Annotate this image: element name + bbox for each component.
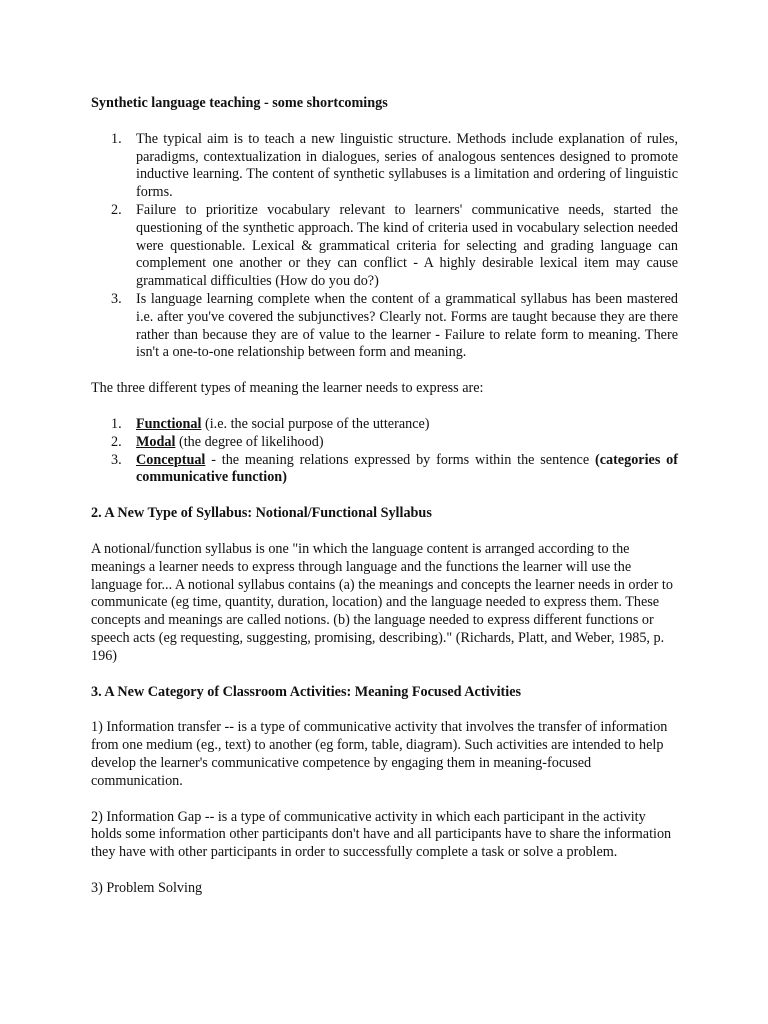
meaning-description: (i.e. the social purpose of the utterance) [201,415,430,432]
section-heading-synthetic: Synthetic language teaching - some shortcomings [91,95,388,111]
list-item [91,131,678,202]
list-item-text: Is language learning complete when the content of a grammatical syllabus has been mastered i.e. after you've covered the subjunctives? Clearly not. Forms are taught because they are there rather than because they are of value to the learner - Failure to relate form to meaning. There isn't a one-to-one relationship between form and meaning. [136,290,678,361]
information-gap-paragraph: 2) Information Gap -- is a type of communicative activity in which each participant in the activity holds some information other participants don't have and all participants have to share the information they have with other participants in order to successfully complete a task or solve a problem. [91,808,672,861]
list-number: 2. [111,433,122,450]
problem-solving-paragraph: 3) Problem Solving [91,879,203,896]
notional-paragraph: A notional/function syllabus is one "in which the language content is arranged according to the meanings a learner needs to express through language and the functions the learner will use the language for... A notional syllabus contains (a) the meanings and concepts the learner needs in order to communicate (eg time, quantity, duration, location) and the language needed to express them. These concepts and meanings are called notions. (b) the language needed to express different functions or speech acts (eg requesting, suggesting, promising, describing)." (Richards, Platt, and Weber, 1985, p. 196) [91,540,673,664]
section-heading-notional: 2. A New Type of Syllabus: Notional/Functional Syllabus [91,505,432,522]
list-number: 1. [111,130,122,147]
information-transfer-paragraph: 1) Information transfer -- is a type of communicative activity that involves the transfer of information from one medium (eg., text) to another (eg form, table, diagram). Such activities are intended to help develop the learner's communicative competence by engaging them in meaning-focused communication. [91,719,668,789]
meaning-term: Conceptual [136,451,206,468]
meaning-bold-note: (categories of communicative function) [136,451,679,486]
list-number: 3. [111,451,122,468]
shortcomings-list [91,131,678,362]
list-item [91,434,678,452]
list-item-text: The typical aim is to teach a new linguistic structure. Methods include explanation of rules, paradigms, contextualization in dialogues, series of analogous sentences designed to promote inductive learning. The content of synthetic syllabuses is a limitation and ordering of linguistic forms. [136,130,678,201]
list-number: 2. [111,201,122,218]
list-item [91,452,678,488]
document-page [91,95,678,898]
list-item-text: Failure to prioritize vocabulary relevant to learners' communicative needs, started the questioning of the synthetic approach. The kind of criteria used in vocabulary selection needed were questionable. Lexical & grammatical criteria for selecting and grading language can complement one another or they can conflict - A highly desirable lexical item may cause grammatical difficulties (How do you do?) [136,201,678,290]
meaning-types-list [91,416,678,487]
meaning-description: (the degree of likelihood) [175,433,324,450]
list-number: 3. [111,290,122,307]
section-heading-activities: 3. A New Category of Classroom Activities: Meaning Focused Activities [91,683,522,700]
list-item [91,202,678,291]
meaning-term: Functional [136,415,202,432]
list-item [91,291,678,362]
list-number: 1. [111,415,122,432]
list-item [91,416,678,434]
meaning-description: - the meaning relations expressed by forms within the sentence [205,451,595,468]
meaning-types-intro: The three different types of meaning the learner needs to express are: [91,380,484,397]
meaning-term: Modal [136,433,176,450]
